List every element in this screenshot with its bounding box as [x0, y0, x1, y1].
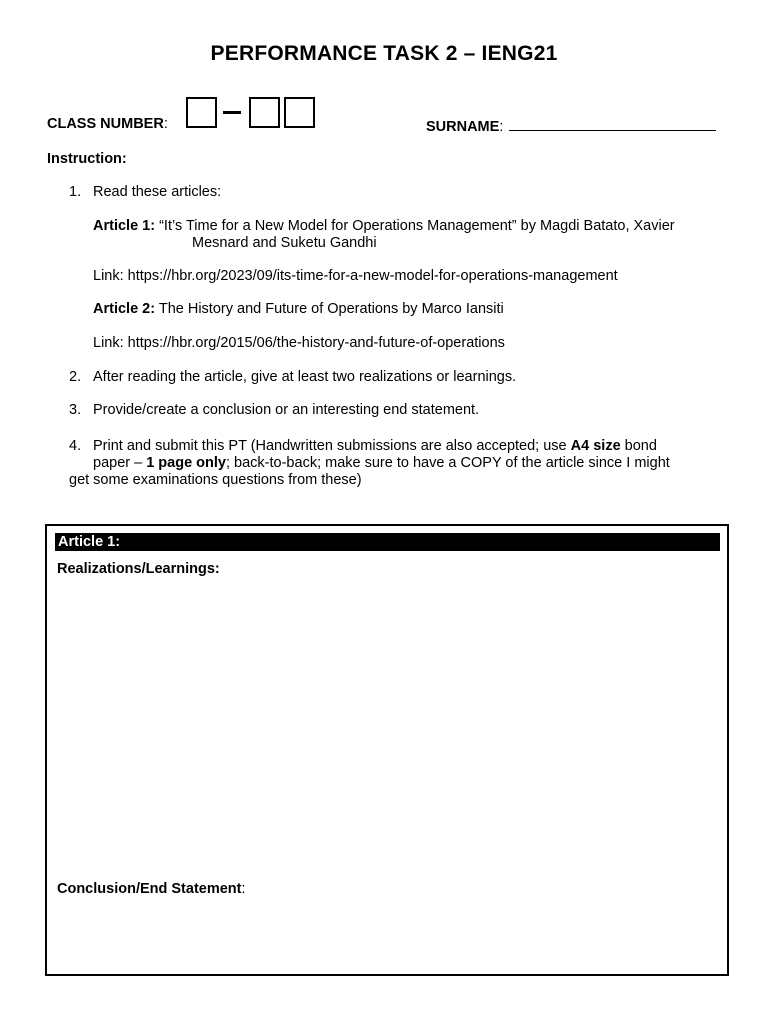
class-number-box-1[interactable]: [186, 97, 217, 128]
page-title: PERFORMANCE TASK 2 – IENG21: [210, 42, 558, 65]
instruction-item-4: 4. Print and submit this PT (Handwritten submissions are also accepted; use A4 size bond paper – 1 page only; back-to-back; make sure to have a COPY of the article since I might get some examinations questions from these): [69, 438, 670, 488]
class-number-dash: [223, 111, 241, 114]
article-2-link[interactable]: https://hbr.org/2015/06/the-history-and-future-of-operations: [127, 335, 505, 351]
realizations-label: Realizations/Learnings:: [57, 561, 220, 577]
class-surname-row: [47, 97, 727, 137]
conclusion-label: Conclusion/End Statement:: [57, 881, 246, 897]
class-number-box-3[interactable]: [284, 97, 315, 128]
instruction-item-1: 1. Read these articles:: [69, 184, 222, 200]
answer-box: [45, 524, 729, 976]
article-1-link-line: Link: https://hbr.org/2023/09/its-time-for-a-new-model-for-operations-management: [93, 268, 618, 284]
surname-field[interactable]: [509, 116, 716, 131]
article-header-bar: Article 1:: [55, 533, 720, 551]
article-1-label: Article 1:: [93, 218, 156, 234]
article-1-citation: [93, 218, 733, 252]
article-2-label: Article 2:: [93, 301, 156, 317]
article-2-link-line: Link: https://hbr.org/2015/06/the-history-and-future-of-operations: [93, 335, 505, 351]
article-1-authors: Mesnard and Suketu Gandhi: [192, 235, 377, 251]
article-1-link[interactable]: https://hbr.org/2023/09/its-time-for-a-new-model-for-operations-management: [127, 268, 618, 284]
article-2-citation: [93, 301, 733, 318]
instruction-item-3: 3. Provide/create a conclusion or an interesting end statement.: [69, 402, 480, 418]
instruction-label: Instruction:: [47, 151, 127, 167]
class-number-label: CLASS NUMBER:: [47, 116, 168, 132]
article-1-title: “It’s Time for a New Model for Operations Management” by Magdi Batato, Xavier: [159, 218, 675, 234]
class-number-box-2[interactable]: [249, 97, 280, 128]
surname-label: SURNAME:: [426, 116, 716, 135]
instruction-item-2: 2. After reading the article, give at least two realizations or learnings.: [69, 369, 517, 385]
article-2-title: The History and Future of Operations by Marco Iansiti: [158, 301, 504, 317]
